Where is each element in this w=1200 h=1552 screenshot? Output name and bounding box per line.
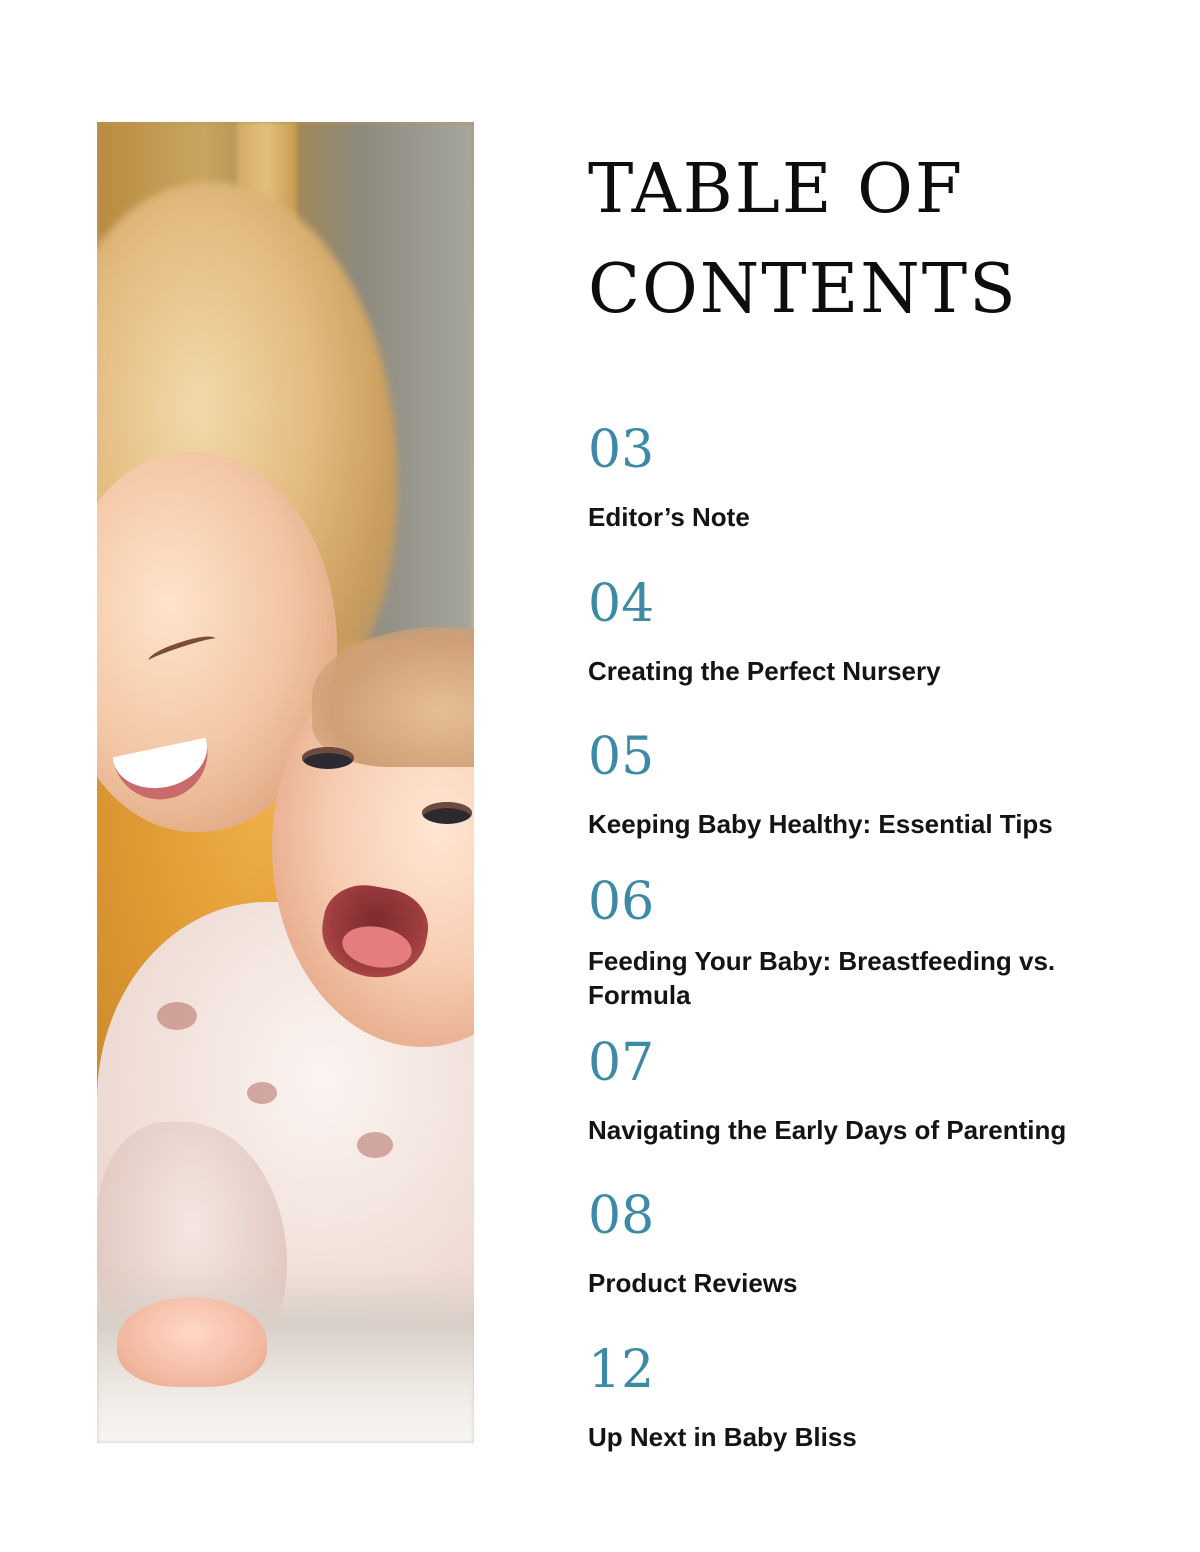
photo-onesie-pattern	[247, 1082, 277, 1104]
toc-entry-editors-note[interactable]	[588, 420, 1148, 534]
page-title-line2: CONTENTS	[588, 250, 1018, 329]
toc-entry-title: Up Next in Baby Bliss	[588, 1422, 857, 1452]
toc-entry-title: Keeping Baby Healthy: Essential Tips	[588, 809, 1053, 839]
toc-entry-title: Navigating the Early Days of Parenting	[588, 1115, 1067, 1145]
toc-page-number: 05	[588, 727, 655, 787]
toc-entry-feeding[interactable]	[588, 872, 1148, 1012]
toc-entry-up-next[interactable]	[588, 1340, 1148, 1454]
photo-baby-hand	[117, 1297, 267, 1387]
toc-entry-nursery[interactable]	[588, 574, 1148, 688]
toc-entry-early-days[interactable]	[588, 1033, 1148, 1147]
toc-entry-baby-health[interactable]	[588, 727, 1148, 841]
photo-baby-eye-right	[422, 802, 472, 824]
toc-page-number: 03	[588, 420, 655, 480]
toc-page-number: 04	[588, 574, 655, 634]
toc-page-number: 12	[588, 1340, 655, 1400]
toc-entry-title: Editor’s Note	[588, 502, 750, 532]
toc-page-number: 08	[588, 1186, 655, 1246]
toc-page-number: 07	[588, 1033, 655, 1093]
toc-entry-title: Creating the Perfect Nursery	[588, 656, 941, 686]
mother-and-baby-photo	[97, 122, 474, 1443]
toc-entry-title: Feeding Your Baby: Breastfeeding vs. Formula	[588, 946, 1056, 1010]
photo-baby-eye-left	[302, 747, 354, 769]
page-title-line1: TABLE OF	[588, 150, 965, 229]
page-title	[588, 140, 1148, 340]
photo-onesie-pattern	[157, 1002, 197, 1030]
toc-page-number: 06	[588, 872, 655, 932]
toc-entry-product-reviews[interactable]	[588, 1186, 1148, 1300]
photo-onesie-pattern	[357, 1132, 393, 1158]
toc-entry-title: Product Reviews	[588, 1268, 798, 1298]
